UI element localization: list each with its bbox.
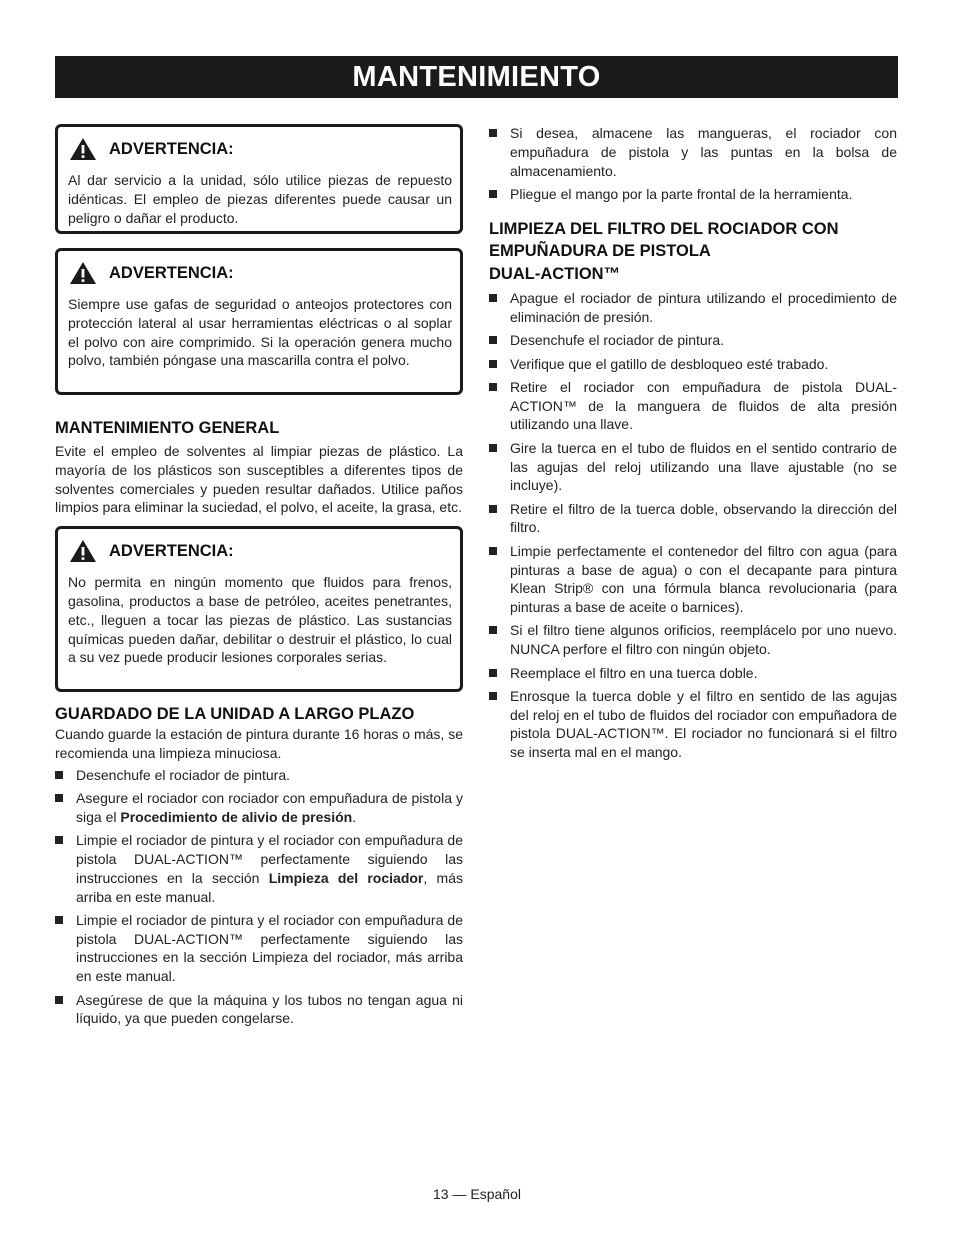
warning-header bbox=[69, 137, 452, 161]
filter-cleaning-heading: LIMPIEZA DEL FILTRO DEL ROCIADOR CON EMPUÑADURA DE PISTOLA DUAL-ACTION™ bbox=[489, 219, 839, 283]
warning-header bbox=[69, 261, 452, 285]
warning-triangle-icon bbox=[69, 539, 97, 563]
storage-bullet-list-continued bbox=[489, 124, 897, 204]
general-maintenance-text: Evite el empleo de solventes al limpiar piezas de plástico. La mayoría de los plásticos son susceptibles a diferentes tipos de solventes comerciales y pueden resultar dañados. Utilice paños limpios para eliminar la suciedad, el polvo, el aceite, la grasa, etc. bbox=[55, 443, 463, 516]
warning-title: ADVERTENCIA: bbox=[109, 263, 234, 282]
warning-text: Al dar servicio a la unidad, sólo utilice piezas de repuesto idénticas. El empleo de piezas diferentes puede causar un peligro o dañar el producto. bbox=[68, 172, 452, 226]
list-item: Gire la tuerca en el tubo de fluidos en el sentido contrario de las agujas del reloj utilizando una llave ajustable (no se incluye). bbox=[489, 439, 897, 495]
list-item: Retire el filtro de la tuerca doble, observando la dirección del filtro. bbox=[489, 500, 897, 538]
left-column bbox=[55, 124, 463, 1033]
warning-box-3 bbox=[55, 526, 463, 692]
list-item: Si desea, almacene las mangueras, el rociador con empuñadura de pistola y las puntas en la bolsa de almacenamiento. bbox=[489, 124, 897, 180]
warning-box-2 bbox=[55, 248, 463, 395]
storage-bullet-list bbox=[55, 766, 463, 1028]
list-item: Desenchufe el rociador de pintura. bbox=[489, 331, 897, 350]
list-item: Limpie el rociador de pintura y el rociador con empuñadura de pistola DUAL-ACTION™ perfectamente siguiendo las instrucciones en la sección Limpieza del rociador, más arriba en este manual. bbox=[55, 831, 463, 906]
warning-text: Siempre use gafas de seguridad o anteojos protectores con protección lateral al usar herramientas eléctricas o al soplar el polvo con aire comprimido. Si la operación genera mucho polvo, también póngase una mascarilla contra el polvo. bbox=[68, 296, 452, 369]
right-column bbox=[489, 124, 897, 767]
general-maintenance-heading: MANTENIMIENTO GENERAL bbox=[55, 419, 280, 437]
list-item: Limpie el rociador de pintura y el rociador con empuñadura de pistola DUAL-ACTION™ perfectamente siguiendo las instrucciones en la sección Limpieza del rociador, más arriba en este manual. bbox=[55, 911, 463, 986]
list-item: Apague el rociador de pintura utilizando el procedimiento de eliminación de presión. bbox=[489, 289, 897, 327]
warning-text: No permita en ningún momento que fluidos para frenos, gasolina, productos a base de petróleo, aceites penetrantes, etc., lleguen a tocar las piezas de plástico. Las sustancias químicas pueden dañar, debilitar o destruir el plástico, lo cual a su vez puede producir lesiones corporales serias. bbox=[68, 574, 452, 666]
long-term-storage-heading: GUARDADO DE LA UNIDAD A LARGO PLAZO bbox=[55, 705, 415, 724]
list-item: Verifique que el gatillo de desbloqueo esté trabado. bbox=[489, 355, 897, 374]
page-footer: 13 — Español bbox=[433, 1186, 521, 1202]
warning-title: ADVERTENCIA: bbox=[109, 139, 234, 158]
page-title: MANTENIMIENTO bbox=[55, 56, 898, 98]
list-item: Retire el rociador con empuñadura de pistola DUAL-ACTION™ de la manguera de fluidos de alta presión utilizando una llave. bbox=[489, 378, 897, 434]
list-item: Limpie perfectamente el contenedor del filtro con agua (para pinturas a base de agua) o con el decapante para pintura Klean Strip® con una fórmula blanca revolucionaria (para pinturas a base de aceite o barnices). bbox=[489, 542, 897, 617]
warning-title: ADVERTENCIA: bbox=[109, 541, 234, 560]
warning-triangle-icon bbox=[69, 137, 97, 161]
long-term-storage-intro: Cuando guarde la estación de pintura durante 16 horas o más, se recomienda una limpieza minuciosa. bbox=[55, 726, 463, 761]
warning-header bbox=[69, 539, 452, 563]
list-item: Asegúrese de que la máquina y los tubos no tengan agua ni líquido, ya que pueden congelarse. bbox=[55, 991, 463, 1029]
list-item: Pliegue el mango por la parte frontal de la herramienta. bbox=[489, 185, 897, 204]
filter-bullet-list bbox=[489, 289, 897, 762]
list-item: Desenchufe el rociador de pintura. bbox=[55, 766, 463, 785]
list-item: Si el filtro tiene algunos orificios, reemplácelo por uno nuevo. NUNCA perfore el filtro con ningún objeto. bbox=[489, 621, 897, 659]
list-item: Reemplace el filtro en una tuerca doble. bbox=[489, 664, 897, 683]
warning-triangle-icon bbox=[69, 261, 97, 285]
warning-box-1 bbox=[55, 124, 463, 234]
list-item: Enrosque la tuerca doble y el filtro en sentido de las agujas del reloj en el tubo de fluidos del rociador con empuñadora de pistola DUAL-ACTION™. El rociador no funcionará si el filtro se inserta mal en el mango. bbox=[489, 687, 897, 762]
list-item: Asegure el rociador con rociador con empuñadura de pistola y siga el Procedimiento de alivio de presión. bbox=[55, 789, 463, 827]
